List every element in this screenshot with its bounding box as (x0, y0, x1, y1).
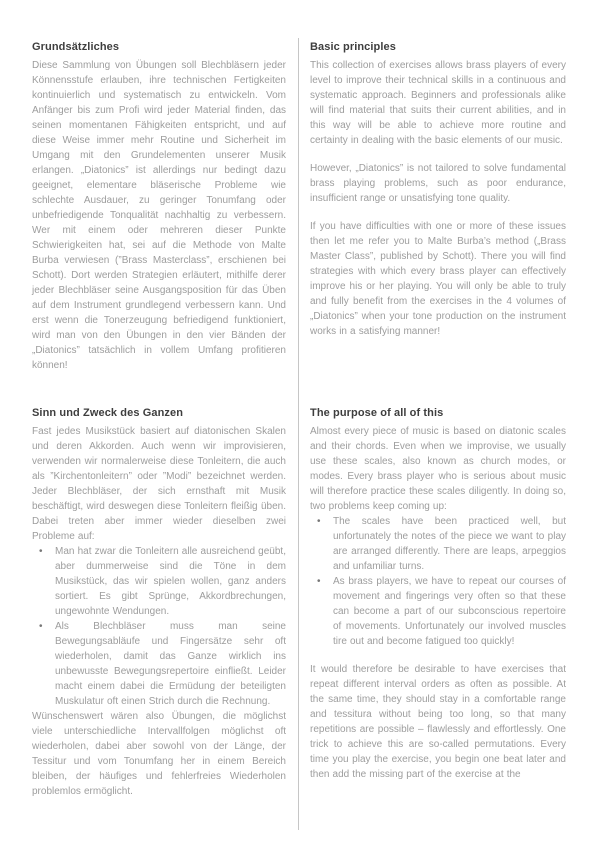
bullet-icon: • (39, 621, 43, 632)
left-column-section-basics (32, 40, 286, 373)
paragraph-en-basics-1: This collection of exercises allows brass players of every level to improve their technical skills in a continuous and systematic approach. Beginners and professionals alike will find material that suits their current abilities, and in this way will be able to achieve more routine and certainty in dealing with the basic elements of our music. (310, 60, 566, 146)
problem-list-de (32, 544, 286, 709)
right-column-section-purpose (310, 406, 566, 782)
list-item-text: As brass players, we have to repeat our courses of movement and fingerings very often so that these can become a part of our subconscious repertoire of movements. Unfortunately our involved muscles tire out and become fatigued too quickly! (333, 576, 566, 647)
right-column-section-basics (310, 40, 566, 339)
bullet-icon: • (317, 516, 321, 527)
paragraph-de-purpose-outro: Wünschenswert wären also Übungen, die möglichst viele unterschiedliche Intervallfolgen möglichst oft wiederholen, dabei aber sowohl von der Länge, der Tessitur und vom Tonumfang her in einem Bereich bleiben, der häufiges und fehlerfreies Wiederholen problemlos ermöglicht. (32, 711, 286, 797)
list-item (32, 544, 286, 619)
heading-grundsaetzliches: Grundsätzliches (32, 41, 120, 53)
paragraph-en-purpose-closing: It would therefore be desirable to have exercises that repeat different interval orders as often as possible. At the same time, they should stay in a comfortable range and tessitura without being too long, so that many repetitions are possible – flawlessly and effortlessly. One trick to achieve this are so-called permutations. Every time you play the exercise, you begin one beat later and then add the missing part of the exercise at the (310, 664, 566, 780)
list-item (310, 574, 566, 649)
list-item-text: Man hat zwar die Tonleitern alle ausreichend geübt, aber dummerweise sind die Töne in dem Musikstück, das wir spielen wollen, ganz anders sortiert. Es gibt Sprünge, Akkordbrechungen, ungewohnte Wendungen. (55, 546, 286, 617)
paragraph-en-basics-2: However, „Diatonics” is not tailored to solve fundamental brass playing problems, such as poor endurance, insufficient range or unsatisfying tone quality. (310, 163, 566, 204)
paragraph-en-purpose-intro: Almost every piece of music is based on diatonic scales and their chords. Even when we improvise, we usually use these scales, also known as church modes, or modes. Every brass player who is serious about music will therefore practice these scales diligently. In doing so, two problems keep coming up: (310, 426, 566, 512)
heading-basic-principles: Basic principles (310, 41, 396, 53)
list-item (310, 514, 566, 574)
heading-purpose-of-all-this: The purpose of all of this (310, 407, 444, 419)
paragraph-de-basics: Diese Sammlung von Übungen soll Blechbläsern jeder Könnensstufe erlauben, ihre technischen Fertigkeiten kontinuierlich und systematisch zu entwickeln. Vom Anfänger bis zum Profi wird jeder Material finden, das seinen momentanen Fähigkeiten entspricht, und auf diese Weise immer mehr Routine und Sicherheit im Umgang mit den Grundelementen unserer Musik erlangen. „Diatonics” ist allerdings nur bedingt dazu geeignet, elementare bläserische Probleme wie schlechte Ausdauer, zu geringer Tonumfang oder unbefriedigende Tonqualität nachhaltig zu verbessern. Wer mit einem oder mehreren dieser Punkte Schwierigkeiten hat, sei auf die Methode von Malte Burba verwiesen (”Brass Masterclass”, erschienen bei Schott). Dort werden Strategien erläutert, mithilfe derer jeder Blechbläser seine Ausgangsposition für das Üben auf dem Instrument grundlegend verbessern kann. Und erst wenn die Tonerzeugung befriedigend funktioniert, wird man von den Übungen in den vier Bänden der „Diatonics” tatsächlich in vollem Umfang profitieren können! (32, 60, 286, 371)
list-item-text: Als Blechbläser muss man seine Bewegungsabläufe und Fingersätze sehr oft wiederholen, damit das Ganze wirklich ins unbewusste Bewegungsrepertoire einfließt. Leider macht einem dabei die Ermüdung der beteiligten Muskulatur oft einen Strich durch die Rechnung. (55, 621, 286, 707)
column-divider (298, 38, 299, 830)
bullet-icon: • (39, 546, 43, 557)
paragraph-de-purpose-intro: Fast jedes Musikstück basiert auf diatonischen Skalen und deren Akkorden. Auch wenn wir improvisieren, verwenden wir normalerweise diese Tonleitern, die auch als ”Kirchentonleitern” oder ”Modi” bezeichnet werden. Jeder Blechbläser, der sich ernsthaft mit Musik beschäftigt, wird deswegen diese Tonleitern fleißig üben. Dabei treten aber immer wieder dieselben zwei Probleme auf: (32, 426, 286, 542)
bullet-icon: • (317, 576, 321, 587)
paragraph-en-basics-3: If you have difficulties with one or more of these issues then let me refer you to Malte Burba’s method („Brass Master Class”, published by Schott). There you will find strategies with which every brass player can effectively improve his or her playing. You will only be able to truly and fully benefit from the exercises in the 4 volumes of „Diatonics” when your tone production on the instrument works in a satisfying manner! (310, 221, 566, 337)
list-item-text: The scales have been practiced well, but unfortunately the notes of the piece we want to play are arranged differently. There are leaps, arpeggios and unfamiliar turns. (333, 516, 566, 572)
problem-list-en (310, 514, 566, 649)
list-item (32, 619, 286, 709)
heading-sinn-und-zweck: Sinn und Zweck des Ganzen (32, 407, 184, 419)
left-column-section-purpose (32, 406, 286, 799)
